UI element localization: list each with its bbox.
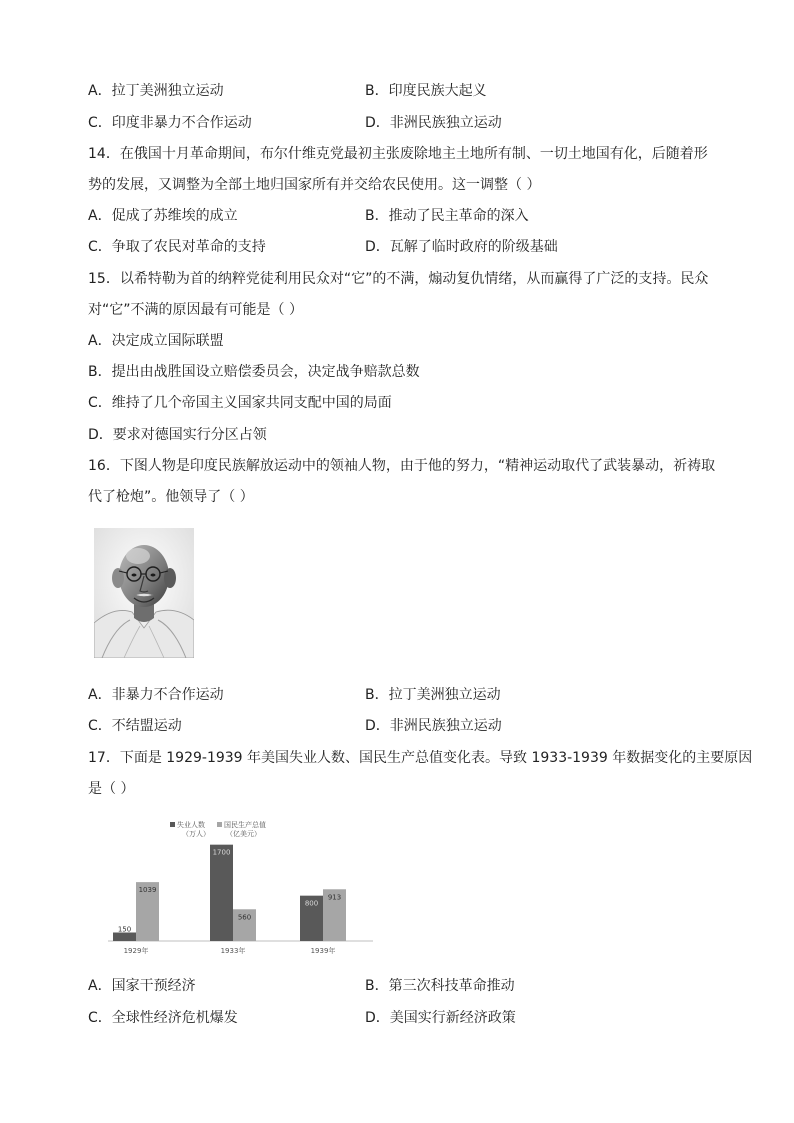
q17-option-b: B．第三次科技革命推动 — [365, 978, 515, 994]
legend-swatch-series-0 — [170, 822, 175, 827]
q13-option-b: B．印度民族大起义 — [365, 83, 487, 99]
portrait-illustration — [94, 528, 194, 658]
data-label-gnp-1939年: 913 — [327, 893, 342, 902]
q17-stem-line2: 是（ ） — [88, 781, 135, 797]
q16-option-d: D．非洲民族独立运动 — [365, 718, 502, 734]
q17-option-d: D．美国实行新经济政策 — [365, 1010, 516, 1026]
q15-stem-line1: 15．以希特勒为首的纳粹党徒利用民众对“它”的不满，煽动复仇情绪，从而赢得了广泛的支持。民众 — [88, 271, 709, 287]
q13-option-c: C．印度非暴力不合作运动 — [88, 115, 252, 131]
q14-option-c: C．争取了农民对革命的支持 — [88, 239, 266, 255]
x-tick-label-1933年: 1933年 — [220, 947, 246, 955]
q16-stem-line2: 代了枪炮”。他领导了（ ） — [88, 489, 254, 505]
q16-option-b: B．拉丁美洲独立运动 — [365, 687, 501, 703]
portrait-photo — [94, 528, 194, 658]
q14-option-b: B．推动了民主革命的深入 — [365, 208, 529, 224]
bar-unemployment-1933年 — [210, 845, 233, 941]
q15-option-a: A．决定成立国际联盟 — [88, 333, 224, 349]
bar-unemployment-1929年 — [113, 933, 136, 942]
data-label-unemployment-1929年: 150 — [117, 925, 132, 934]
chart-x-tick-labels — [124, 946, 336, 955]
q14-stem-line1: 14．在俄国十月革命期间，布尔什维克党最初主张废除地主土地所有制、一切土地国有化，后随着形 — [88, 146, 708, 162]
legend-label-series-0: 失业人数 — [177, 821, 205, 829]
unemployment-gnp-chart — [108, 814, 378, 964]
q15-stem-line2: 对“它”不满的原因最有可能是（ ） — [88, 302, 303, 318]
legend-unit-series-0: （万人） — [182, 830, 210, 838]
data-label-unemployment-1933年: 1700 — [212, 848, 231, 857]
q15-option-d: D．要求对德国实行分区占领 — [88, 427, 267, 443]
legend-label-series-1: 国民生产总值 — [224, 821, 266, 829]
data-label-gnp-1933年: 560 — [237, 913, 252, 922]
data-label-gnp-1929年: 1039 — [138, 886, 157, 895]
chart-bars — [113, 845, 346, 941]
q14-stem-line2: 势的发展，又调整为全部土地归国家所有并交给农民使用。这一调整（ ） — [88, 177, 541, 193]
q16-option-a: A．非暴力不合作运动 — [88, 687, 224, 703]
data-label-unemployment-1939年: 800 — [304, 899, 319, 908]
legend-swatch-series-1 — [217, 822, 222, 827]
q17-option-a: A．国家干预经济 — [88, 978, 196, 994]
q14-option-a: A．促成了苏维埃的成立 — [88, 208, 238, 224]
q15-option-b: B．提出由战胜国设立赔偿委员会，决定战争赔款总数 — [88, 364, 420, 380]
q13-option-a: A．拉丁美洲独立运动 — [88, 83, 224, 99]
q17-stem-line1: 17．下面是 1929-1939 年美国失业人数、国民生产总值变化表。导致 1933-1939 年数据变化的主要原因 — [88, 750, 753, 766]
legend-unit-series-1: （亿美元） — [226, 830, 261, 838]
q16-option-c: C．不结盟运动 — [88, 718, 182, 734]
x-tick-label-1929年: 1929年 — [123, 947, 149, 955]
q16-stem-line1: 16．下图人物是印度民族解放运动中的领袖人物，由于他的努力，“精神运动取代了武装暴动，祈祷取 — [88, 458, 716, 474]
chart-legend — [170, 820, 266, 838]
x-tick-label-1939年: 1939年 — [310, 947, 336, 955]
q17-option-c: C．全球性经济危机爆发 — [88, 1010, 238, 1026]
q15-option-c: C．维持了几个帝国主义国家共同支配中国的局面 — [88, 395, 392, 411]
q13-option-d: D．非洲民族独立运动 — [365, 115, 502, 131]
q14-option-d: D．瓦解了临时政府的阶级基础 — [365, 239, 558, 255]
